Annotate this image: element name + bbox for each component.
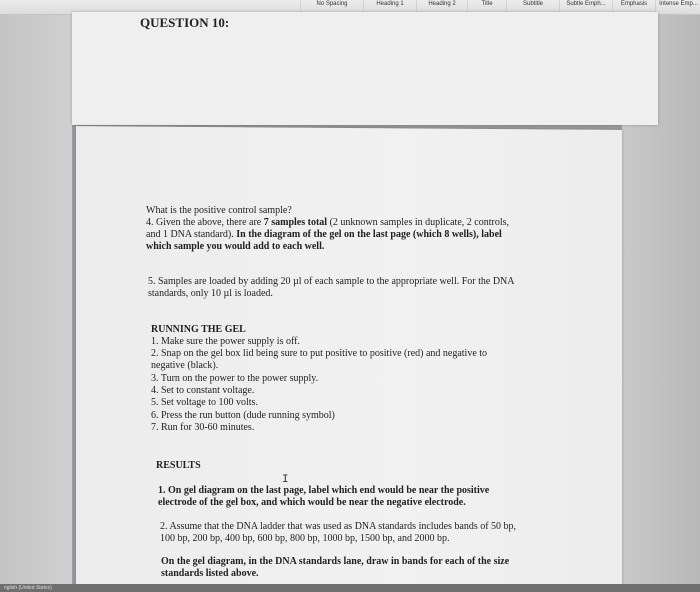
doc-line-step4-a (146, 217, 509, 229)
results-item-1-a: 1. On gel diagram on the last page, label which end would be near the positive (158, 485, 490, 496)
style-subtitle[interactable]: Subtitle (506, 0, 559, 12)
running-step: 6. Press the run button (dude running symbol) (151, 410, 335, 421)
text-cursor-icon: I (282, 474, 289, 486)
running-step: 1. Make sure the power supply is off. (151, 336, 300, 347)
style-no-spacing[interactable]: No Spacing (300, 0, 363, 12)
status-bar (0, 584, 700, 592)
style-intense-emphasis[interactable]: Intense Emp... (655, 0, 700, 12)
running-gel-heading: RUNNING THE GEL (151, 324, 246, 335)
doc-line-step5-a: 5. Samples are loaded by adding 20 µl of each sample to the appropriate well. For the DNA (148, 276, 515, 287)
doc-text: (2 unknown samples in duplicate, 2 controls, (327, 217, 509, 228)
doc-line-step4-c: which sample you would add to each well. (146, 241, 325, 252)
doc-text-bold: In the diagram of the gel on the last page (which 8 wells), label (236, 229, 502, 240)
running-step: 3. Turn on the power to the power supply. (151, 373, 319, 384)
style-heading-1[interactable]: Heading 1 (363, 0, 416, 12)
results-item-2-b: 100 bp, 200 bp, 400 bp, 600 bp, 800 bp, 1000 bp, 1500 bp, and 2000 bp. (160, 533, 450, 544)
results-item-3-b: standards listed above. (161, 568, 259, 579)
style-heading-2[interactable]: Heading 2 (416, 0, 467, 12)
doc-text-bold: 7 samples total (263, 217, 328, 228)
language-indicator[interactable]: nglish (United States) (4, 585, 52, 591)
results-heading: RESULTS (156, 460, 201, 471)
results-item-3-a: On the gel diagram, in the DNA standards lane, draw in bands for each of the size (161, 556, 510, 567)
left-margin-area (0, 14, 72, 592)
doc-text: and 1 DNA standard). (146, 229, 237, 240)
running-step: 7. Run for 30-60 minutes. (151, 422, 255, 433)
style-subtle-emphasis[interactable]: Subtle Emph... (559, 0, 612, 12)
running-step: 4. Set to constant voltage. (151, 385, 255, 396)
question-title: QUESTION 10: (140, 15, 230, 30)
running-step: 2. Snap on the gel box lid being sure to put positive to positive (red) and negative to (151, 348, 488, 359)
style-emphasis[interactable]: Emphasis (612, 0, 655, 12)
doc-line-step5-b: standards, only 10 µl is loaded. (148, 288, 273, 299)
style-title[interactable]: Title (467, 0, 506, 12)
running-step: 5. Set voltage to 100 volts. (151, 397, 258, 408)
doc-line-step4-b (146, 229, 502, 241)
running-step: negative (black). (151, 360, 219, 371)
doc-text: 4. Given the above, there are (146, 217, 264, 228)
results-item-1-b: electrode of the gel box, and which would be near the negative electrode. (158, 497, 466, 508)
doc-line-positive-control: What is the positive control sample? (146, 205, 292, 216)
results-item-2-a: 2. Assume that the DNA ladder that was used as DNA standards includes bands of 50 bp, (160, 521, 517, 532)
